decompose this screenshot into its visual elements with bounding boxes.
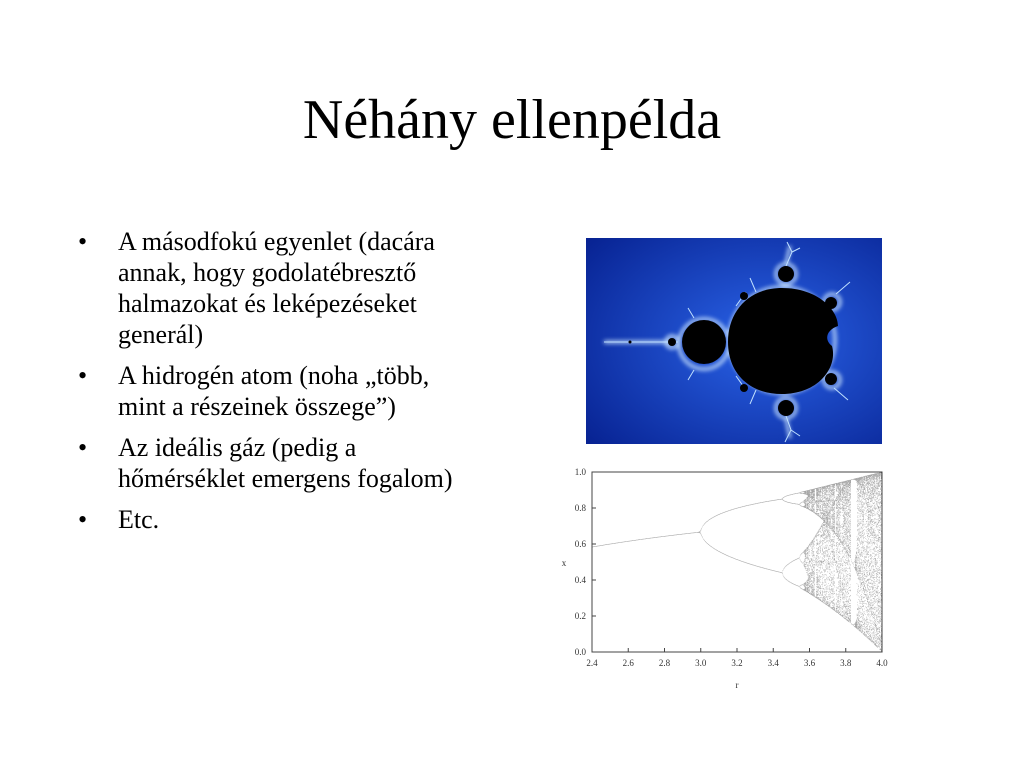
y-tick-label: 0.8 <box>574 503 586 513</box>
bullet-symbol: • <box>78 361 88 390</box>
plot-frame <box>592 472 882 652</box>
x-tick-label: 3.8 <box>840 658 852 668</box>
y-tick-label: 0.6 <box>574 539 586 549</box>
bullet-item <box>78 360 458 422</box>
bullet-text: Etc. <box>118 505 160 534</box>
y-tick-label: 0.4 <box>574 575 586 585</box>
bullet-list <box>78 226 458 545</box>
bifurcation-chart <box>556 458 896 694</box>
bullet-text: A hidrogén atom (noha „több, mint a részeinek összege”) <box>118 361 430 421</box>
slide-title: Néhány ellenpélda <box>302 89 722 151</box>
chart-marks <box>592 472 883 652</box>
bullet-symbol: • <box>78 433 88 462</box>
x-axis-label: r <box>735 680 739 690</box>
x-tick-label: 3.4 <box>767 658 779 668</box>
y-tick-label: 0.0 <box>574 647 586 657</box>
x-tick-label: 2.8 <box>658 658 671 668</box>
bullet-text: A másodfokú egyenlet (dacára annak, hogy godolatébresztő halmazokat és leképezéseket generál) <box>118 227 435 349</box>
x-tick-label: 2.4 <box>586 658 598 668</box>
y-axis-label: x <box>561 558 567 568</box>
bullet-item <box>78 504 458 535</box>
chart-axes <box>592 472 882 652</box>
x-tick-label: 3.2 <box>731 658 743 668</box>
bullet-item <box>78 432 458 494</box>
bullet-text: Az ideális gáz (pedig a hőmérséklet emergens fogalom) <box>118 433 453 493</box>
x-tick-label: 3.6 <box>803 658 816 668</box>
x-tick-label: 3.0 <box>695 658 707 668</box>
bullet-symbol: • <box>78 505 88 534</box>
x-tick-label: 4.0 <box>876 658 888 668</box>
bifurcation-points <box>592 472 883 652</box>
y-tick-label: 0.2 <box>574 611 586 621</box>
y-tick-label: 1.0 <box>574 467 586 477</box>
mandelbrot-image <box>586 238 882 444</box>
x-tick-label: 2.6 <box>622 658 634 668</box>
bullet-symbol: • <box>78 227 88 256</box>
bullet-item <box>78 226 458 350</box>
